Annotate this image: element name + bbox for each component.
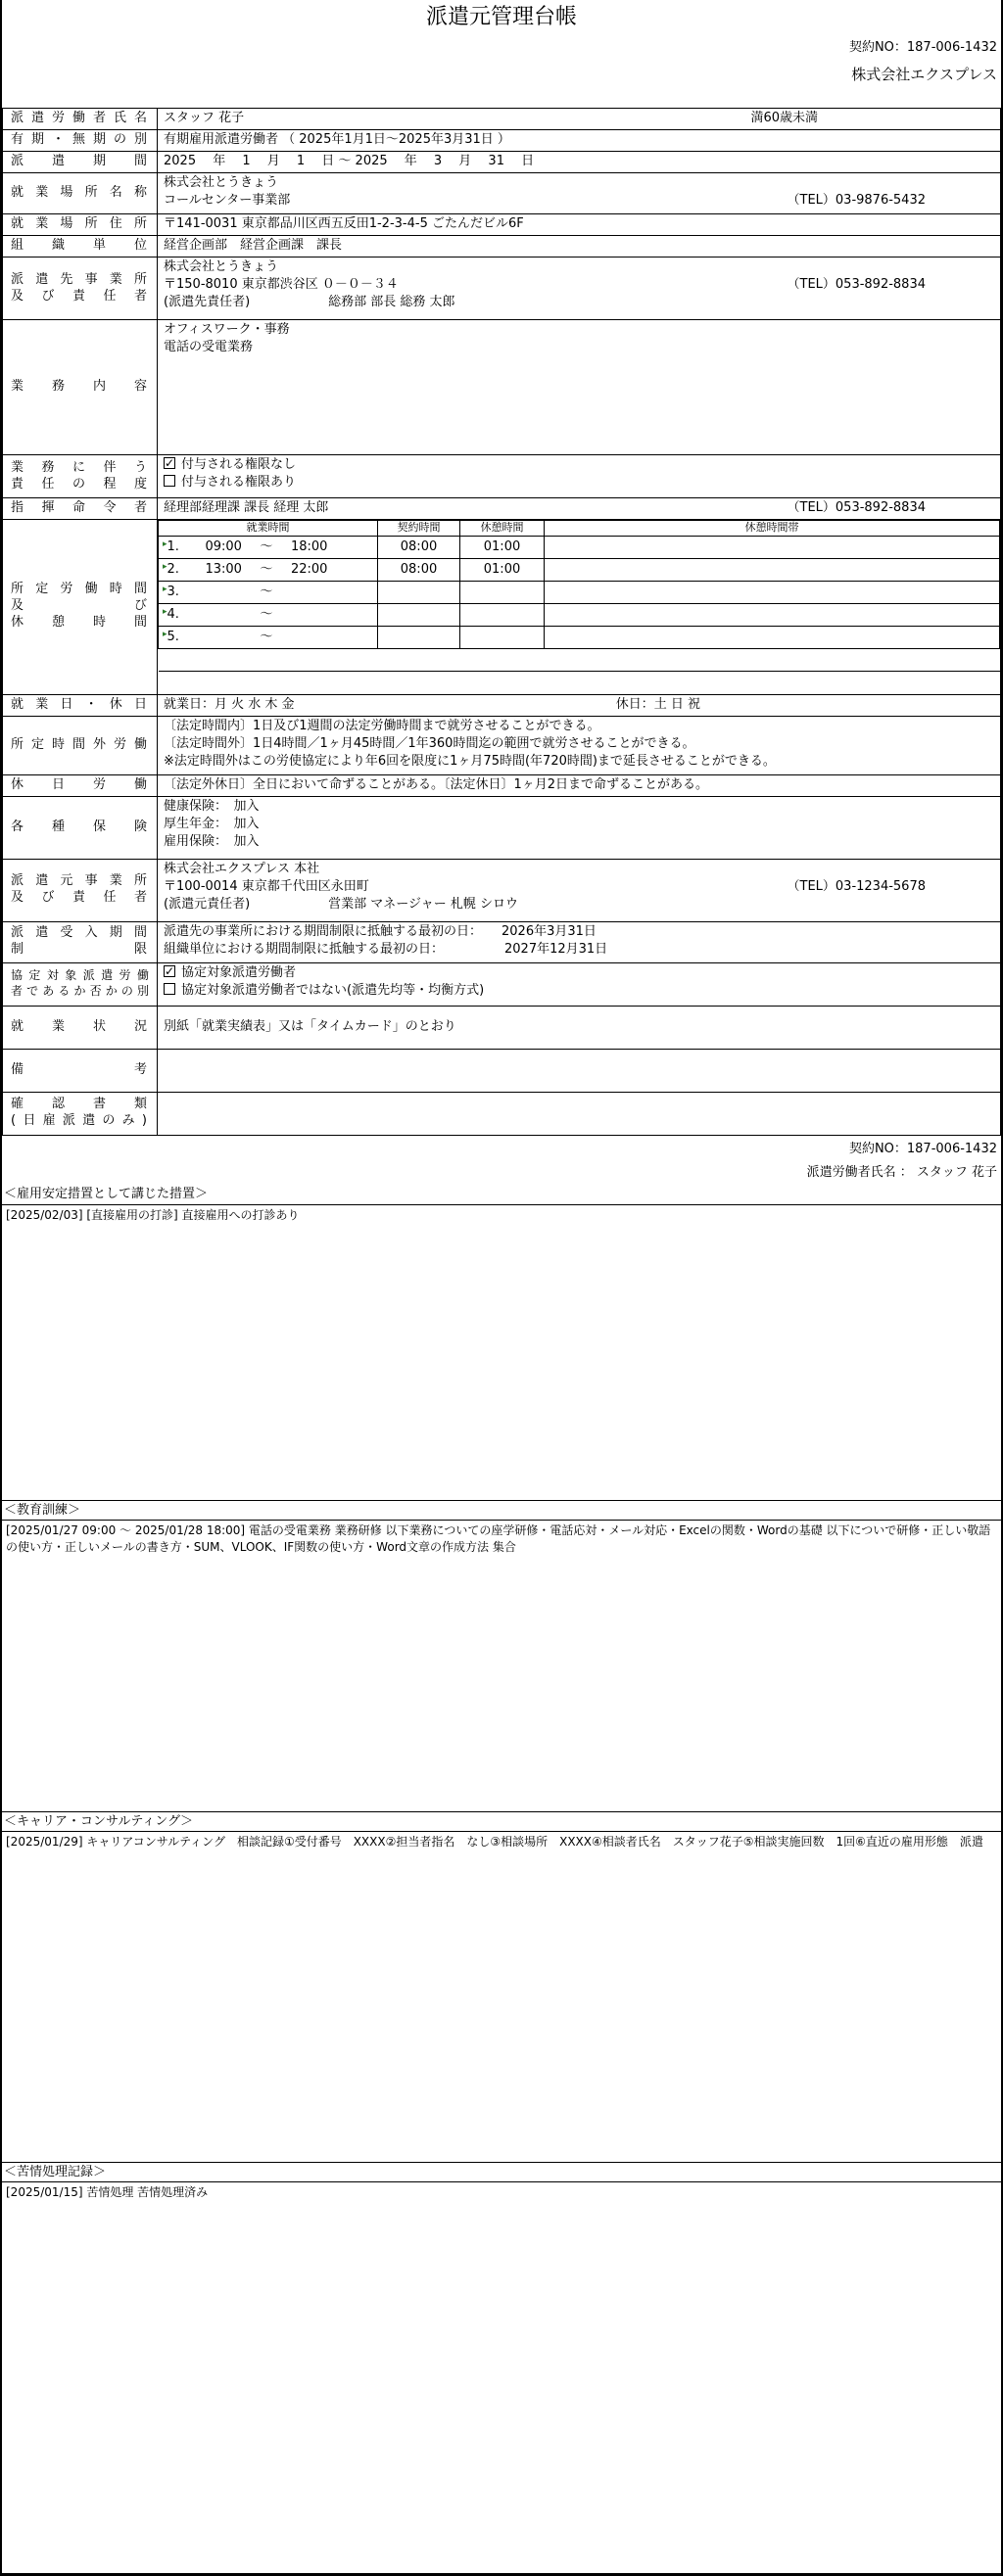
company-name: 株式会社エクスプレス	[851, 66, 997, 83]
agreement-no-checkbox[interactable]	[164, 983, 175, 995]
work-row-start: 09:00	[205, 539, 242, 554]
agreement-label1: 協定対象派遣労働	[11, 968, 149, 983]
client-office-line2: 〒150-8010 東京都渋谷区 ０－０－３４	[164, 277, 399, 292]
source-office-line2: 〒100-0014 東京都千代田区永田町	[164, 878, 369, 894]
workplace-tel: （TEL）03-9876-5432	[787, 193, 926, 208]
limit-line1-label: 派遣先の事業所における期間制限に抵触する最初の日：	[164, 923, 483, 939]
work-row-breakslot	[545, 537, 1000, 559]
workplace-name-line2: コールセンター事業部	[164, 193, 291, 208]
limit-line1-date: 2026年3月31日	[502, 923, 597, 939]
source-office-label	[3, 859, 158, 921]
responsibility-label1: 業務に伴う	[11, 459, 149, 475]
client-office-line3b: 総務部 部長 総務 太郎	[328, 295, 455, 309]
responsibility-label2: 責任の程度	[11, 476, 149, 492]
holidays-value: 休日：土 日 祝	[615, 696, 700, 712]
work-row-sep: ～	[260, 561, 273, 577]
source-office-line3a: (派遣元責任者)	[164, 896, 251, 912]
insurance-employment: 雇用保険： 加入	[164, 833, 260, 849]
table-row: ▸1. 09:00 ～ 18:00 08:00 01:00	[159, 537, 1000, 559]
commander-label: 指揮命令者	[3, 498, 158, 520]
contract-number: 契約NO：187-006-1432	[848, 40, 997, 55]
footer-contract-number: 契約NO：187-006-1432	[848, 1141, 997, 1156]
source-office-tel: （TEL）03-1234-5678	[787, 878, 926, 894]
overtime-label: 所定時間外労働	[3, 716, 158, 774]
limit-label	[3, 921, 158, 962]
work-row-sep: ～	[260, 584, 273, 599]
confirm-label1: 確認書類	[11, 1097, 149, 1112]
duties-line2: 電話の受電業務	[164, 340, 254, 354]
work-row-no: 4.	[167, 606, 179, 622]
source-office-line3b: 営業部 マネージャー 札幌 シロウ	[328, 896, 519, 912]
training-section-title: ＜教育訓練＞	[2, 1500, 1001, 1520]
status-label: 就業状況	[3, 1006, 158, 1049]
limit-line2-label: 組織単位における期間制限に抵触する最初の日：	[164, 941, 445, 957]
page-title: 派遣元管理台帳	[425, 5, 577, 29]
work-row-no: 1.	[167, 539, 179, 554]
career-section-title: ＜キャリア・コンサルティング＞	[2, 1811, 1001, 1831]
insurance-pension: 厚生年金： 加入	[164, 816, 260, 831]
table-row: ▸3. ～	[159, 582, 1000, 604]
responsibility-yes-checkbox[interactable]	[164, 475, 175, 487]
work-hours-table	[158, 520, 1000, 694]
commander-value: 経理部経理課 課長 経理 太郎	[164, 500, 329, 515]
source-office-line1: 株式会社エクスプレス 本社	[164, 861, 320, 876]
client-office-label	[3, 258, 158, 320]
staff-label: 派遣労働者氏名	[3, 109, 158, 130]
limit-line2-date: 2027年12月31日	[504, 941, 608, 957]
org-unit-label: 組織単位	[3, 236, 158, 258]
table-row: ▸5. ～	[159, 627, 1000, 649]
table-row: ▸2. 13:00 ～ 22:00 08:00 01:00	[159, 559, 1000, 582]
confirm-label	[3, 1092, 158, 1135]
period-label: 派遣期間	[3, 152, 158, 173]
commander-tel: （TEL）053-892-8834	[787, 500, 926, 515]
confirm-value	[158, 1092, 1001, 1135]
work-hours-label2: 及び	[11, 598, 149, 614]
period-value: 2025 年 1 月 1 日 ～ 2025 年 3 月 31 日	[164, 154, 535, 168]
work-hours-header-breakslot: 休憩時間帯	[545, 521, 1000, 537]
work-hours-label1: 所定労働時間	[11, 582, 149, 597]
responsibility-none-checkbox[interactable]	[164, 457, 175, 469]
training-section-text: [2025/01/27 09:00 ～ 2025/01/28 18:00] 電話の受電業務 業務研修 以下業務についての座学研修・電話応対・メール対応・Excelの関数・Wordの基礎 以下についで研修・正しい敬語の使い方・正しいメールの書き方・SUM、VLOOK、IF関数の使い方・Word文章の作成方法 集合	[2, 1520, 1001, 1811]
workplace-addr-label: 就業場所住所	[3, 214, 158, 236]
remarks-value	[158, 1049, 1001, 1092]
work-row-contract: 08:00	[378, 559, 460, 582]
agreement-label2: 者であるか否かの別	[11, 984, 149, 998]
holiday-work-label: 休日労働	[3, 774, 158, 796]
agreement-yes-checkbox[interactable]	[164, 965, 175, 977]
responsibility-label	[3, 455, 158, 498]
duties-line1: オフィスワーク・事務	[164, 322, 290, 337]
work-hours-label	[3, 520, 158, 695]
client-office-tel: （TEL）053-892-8834	[787, 277, 926, 292]
employment-section-title: ＜雇用安定措置として講じた措置＞	[4, 1186, 209, 1201]
responsibility-yes-label: 付与される権限あり	[181, 475, 297, 490]
work-row-break: 01:00	[460, 537, 545, 559]
work-row-start: 13:00	[205, 561, 242, 577]
workplace-name-line1: 株式会社とうきょう	[164, 175, 279, 190]
workplace-addr-value: 〒141-0031 東京都品川区西五反田1-2-3-4-5 ごたんだビル6F	[164, 216, 524, 231]
term-type-value: 有期雇用派遣労働者 （ 2025年1月1日～2025年3月31日 ）	[164, 132, 510, 147]
work-row-no: 3.	[167, 584, 179, 599]
workdays-label: 就業日・休日	[3, 694, 158, 716]
agreement-no-label: 協定対象派遣労働者ではない(派遣先均等・均衡方式)	[181, 982, 485, 998]
overtime-line3: ※法定時間外はこの労使協定により年6回を限度に1ヶ月75時間(年720時間)まで延長させることができる。	[164, 753, 776, 769]
career-section-text: [2025/01/29] キャリアコンサルティング 相談記録①受付番号 XXXX②担当者指名 なし③相談場所 XXXX④相談者氏名 スタッフ花子⑤相談実施回数 1回⑥直近の雇用形態 派遣	[2, 1831, 1001, 2162]
work-row-breakslot	[545, 559, 1000, 582]
client-office-line1: 株式会社とうきょう	[164, 259, 279, 274]
client-office-label1: 派遣先事業所	[11, 271, 149, 287]
responsibility-none-label: 付与される権限なし	[181, 457, 297, 472]
limit-label2: 制限	[11, 942, 149, 957]
insurance-label: 各種保険	[3, 796, 158, 859]
work-row-sep: ～	[260, 629, 273, 644]
source-office-label1: 派遣元事業所	[11, 873, 149, 889]
client-office-label2: 及び責任者	[11, 288, 149, 304]
employment-section-text: [2025/02/03] [直接雇用の打診] 直接雇用への打診あり	[2, 1204, 1001, 1500]
table-row: ▸4. ～	[159, 604, 1000, 627]
source-office-label2: 及び責任者	[11, 890, 149, 905]
work-hours-header-time: 就業時間	[159, 521, 378, 537]
agreement-yes-label: 協定対象派遣労働者	[181, 964, 297, 980]
work-hours-header-contract: 契約時間	[378, 521, 460, 537]
overtime-line1: 〔法定時間内〕1日及び1週間の法定労働時間まで就労させることができる。	[164, 718, 600, 733]
client-office-line3a: (派遣先責任者)	[164, 295, 251, 309]
confirm-label2: (日雇派遣のみ)	[11, 1113, 149, 1128]
workplace-name-label: 就業場所名称	[3, 173, 158, 214]
page-bottom-border	[2, 2573, 1001, 2574]
staff-cell	[158, 109, 1001, 130]
work-row-break: 01:00	[460, 559, 545, 582]
complaint-section-title: ＜苦情処理記録＞	[2, 2162, 1001, 2181]
insurance-health: 健康保険： 加入	[164, 798, 260, 814]
work-row-no: 2.	[167, 561, 179, 577]
overtime-line2: 〔法定時間外〕1日4時間／1ヶ月45時間／1年360時間迄の範囲で就労させることができる。	[164, 735, 695, 751]
work-row-sep: ～	[260, 606, 273, 622]
staff-age: 満60歳未満	[750, 111, 818, 125]
limit-label1: 派遣受入期間	[11, 925, 149, 941]
agreement-label	[3, 962, 158, 1006]
work-row-no: 5.	[167, 629, 179, 644]
holiday-work-value: 〔法定外休日〕全日において命ずることがある。〔法定休日〕1ヶ月2日まで命ずることがある。	[164, 776, 709, 792]
work-hours-label3: 休憩時間	[11, 615, 149, 631]
ledger-table	[2, 108, 1001, 1136]
footer-worker-name: 派遣労働者氏名 ： スタッフ 花子	[806, 1164, 997, 1180]
remarks-label: 備考	[3, 1049, 158, 1092]
work-row-contract: 08:00	[378, 537, 460, 559]
status-value: 別紙「就業実績表」又は「タイムカード」のとおり	[164, 1019, 456, 1034]
complaint-section-text: [2025/01/15] 苦情処理 苦情処理済み	[2, 2181, 1001, 2475]
work-row-end: 22:00	[290, 561, 328, 577]
duties-label: 業務内容	[3, 320, 158, 455]
term-type-label: 有期・無期の別	[3, 130, 158, 152]
work-row-end: 18:00	[290, 539, 328, 554]
org-unit-value: 経営企画部 経営企画課 課長	[164, 238, 343, 253]
work-row-sep: ～	[260, 539, 273, 554]
staff-name: スタッフ 花子	[164, 111, 245, 125]
work-hours-header-break: 休憩時間	[460, 521, 545, 537]
workdays-value: 就業日：月 火 水 木 金	[164, 696, 295, 712]
